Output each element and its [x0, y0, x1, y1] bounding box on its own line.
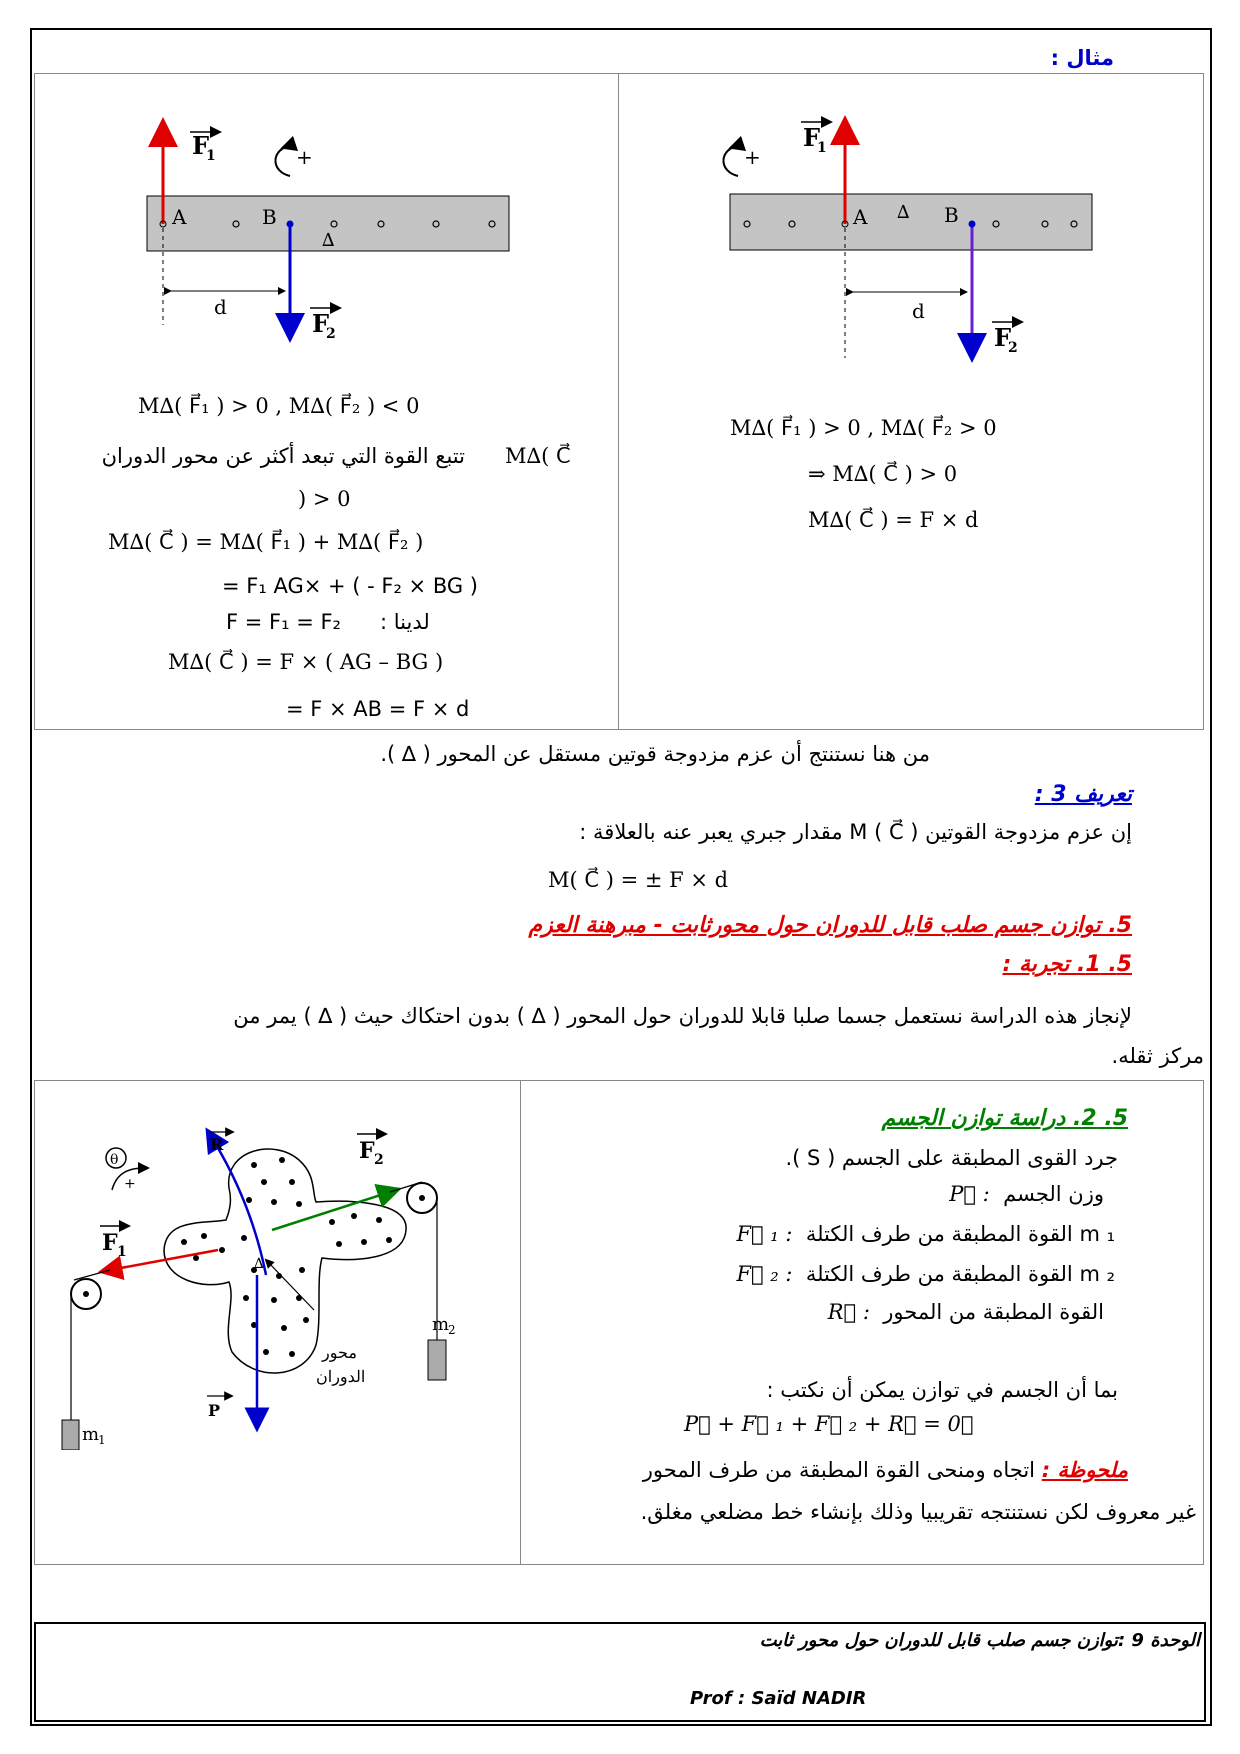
left-label-b: B — [262, 205, 277, 229]
force-row-r — [544, 1300, 1104, 1324]
force-desc-f2: القوة المطبقة من طرف الكتلة m ₂ — [805, 1262, 1115, 1286]
footer-prof: Prof : Saïd NADIR — [690, 1688, 867, 1709]
left-label-f1: F — [192, 131, 210, 160]
left-line-2-m: M∆( C⃗ — [505, 444, 571, 468]
study-table-divider — [520, 1080, 521, 1564]
note-line-1 — [643, 1458, 1128, 1482]
definition-text: إن عزم مزدوجة القوتين ( C⃗ ) M مقدار جبري يعبر عنه بالعلاقة : — [579, 820, 1132, 844]
left-label-delta: ∆ — [322, 230, 335, 251]
fig-label-theta: θ — [110, 1152, 119, 1168]
left-beam-diagram — [100, 110, 560, 350]
fig-label-f1-sub: 1 — [117, 1244, 127, 1260]
force-symbol-f1: F⃗ ₁ : — [736, 1222, 793, 1246]
right-label-f2-sub: 2 — [1008, 340, 1018, 356]
fig-label-f2: F — [359, 1138, 375, 1164]
fig-label-m1: m — [82, 1424, 100, 1445]
example-table-divider — [618, 73, 619, 729]
fig-label-delta: ∆ — [254, 1256, 264, 1272]
force-row-f1 — [555, 1222, 1115, 1246]
fig-label-axis-1: محور — [322, 1343, 357, 1362]
fig-label-m1-sub: 1 — [98, 1433, 106, 1447]
definition-formula: M( C⃗ ) = ± F × d — [548, 868, 729, 892]
left-label-f2-sub: 2 — [326, 326, 336, 342]
right-line-2: ⇒ M∆( C⃗ ) > 0 — [808, 462, 958, 486]
fig-label-f1: F — [102, 1230, 118, 1256]
fig-label-m2-sub: 2 — [448, 1323, 456, 1337]
left-line-1: M∆( F⃗₁ ) > 0 , M∆( F⃗₂ ) < 0 — [138, 394, 420, 418]
right-label-plus: + — [744, 145, 761, 169]
fig-label-p: P — [208, 1401, 221, 1420]
note-line-2: غير معروف لكن نستنتجه تقريبيا وذلك بإنشاء خط مضلعي مغلق. — [640, 1500, 1196, 1524]
left-label-d: d — [214, 295, 227, 319]
right-label-f1: F — [803, 123, 821, 152]
right-beam-diagram — [710, 110, 1110, 370]
force-desc-f1: القوة المطبقة من طرف الكتلة m ₁ — [805, 1222, 1115, 1246]
mass-m1 — [62, 1420, 79, 1450]
force-symbol-f2: F⃗ ₂ : — [736, 1262, 793, 1286]
left-line-6: F = F₁ = F₂ — [226, 610, 341, 634]
equilibrium-text: بما أن الجسم في توازن يمكن أن نكتب : — [766, 1378, 1118, 1402]
note-text-1: اتجاه ومنحى القوة المطبقة من طرف المحور — [642, 1458, 1036, 1482]
left-line-6-ar: لدينا : — [380, 610, 430, 634]
fig-label-axis-2: الدوران — [316, 1367, 366, 1386]
force-symbol-r: R⃗ : — [827, 1300, 870, 1324]
left-line-3: ) > 0 — [298, 487, 351, 511]
right-rotation-icon — [723, 146, 738, 176]
left-rotation-icon — [275, 146, 290, 176]
right-line-3: M∆( C⃗ ) = F × d — [808, 508, 979, 532]
fig-label-r: R — [210, 1135, 224, 1154]
conclusion-text: من هنا نستنتج أن عزم مزدوجة قوتين مستقل عن المحور ( ∆ ). — [380, 742, 930, 766]
right-label-f2: F — [994, 323, 1012, 352]
left-label-a: A — [172, 205, 187, 229]
section5-title: 5. توازن جسم صلب قابل للدوران حول محورثابت - مبرهنة العزم — [528, 913, 1132, 938]
force-desc-r: القوة المطبقة من المحور — [883, 1300, 1104, 1324]
fig-label-f2-sub: 2 — [374, 1152, 384, 1168]
right-label-d: d — [912, 299, 925, 323]
rigid-body-figure — [54, 1120, 514, 1450]
right-label-f1-sub: 1 — [817, 140, 827, 156]
definition-title: تعريف 3 : — [1034, 782, 1132, 807]
section5-text1: لإنجاز هذه الدراسة نستعمل جسما صلبا قابلا للدوران حول المحور ( ∆ ) بدون احتكاك حيث ( ∆ ) يمر من — [233, 1004, 1132, 1028]
left-line-7: M∆( C⃗ ) = F × ( AG – BG ) — [168, 650, 444, 674]
solid-body — [164, 1149, 406, 1373]
study-intro: جرد القوى المطبقة على الجسم ( S ). — [785, 1146, 1118, 1170]
note-label: ملحوظة : — [1041, 1458, 1128, 1482]
force-row-p — [544, 1182, 1104, 1206]
section5-sub1: 5. 1. تجربة : — [1002, 952, 1132, 977]
equilibrium-equation: P⃗ + F⃗ ₁ + F⃗ ₂ + R⃗ = 0⃗ — [684, 1412, 974, 1436]
left-line-5: = F₁ AG× + ( - F₂ × BG ) — [222, 574, 478, 598]
study-title: 5. 2. دراسة توازن الجسم — [881, 1106, 1128, 1131]
left-label-f1-sub: 1 — [206, 148, 216, 164]
fig-label-m2: m — [432, 1314, 450, 1335]
example-label: مثال : — [1050, 46, 1114, 70]
left-label-plus: + — [296, 145, 313, 169]
force-symbol-p: P⃗ : — [949, 1182, 990, 1206]
force-desc-p: وزن الجسم — [1003, 1182, 1104, 1206]
beam — [730, 194, 1092, 250]
left-line-2-ar: تتبع القوة التي تبعد أكثر عن محور الدوران — [101, 444, 465, 468]
right-line-1: M∆( F⃗₁ ) > 0 , M∆( F⃗₂ > 0 — [730, 416, 997, 440]
left-label-f2: F — [312, 309, 330, 338]
section5-text2: مركز ثقله. — [1111, 1044, 1204, 1068]
fig-label-plus: + — [124, 1176, 136, 1192]
right-label-delta: ∆ — [897, 202, 910, 223]
right-label-b: B — [944, 203, 959, 227]
right-label-a: A — [853, 205, 868, 229]
left-line-8: = F × AB = F × d — [286, 697, 470, 721]
mass-m2 — [428, 1340, 446, 1380]
left-line-4: M∆( C⃗ ) = M∆( F⃗₁ ) + M∆( F⃗₂ ) — [108, 530, 424, 554]
force-row-f2 — [555, 1262, 1115, 1286]
footer-unit: الوحدة 9 :توازن جسم صلب قابل للدوران حول محور ثابت — [759, 1630, 1200, 1651]
